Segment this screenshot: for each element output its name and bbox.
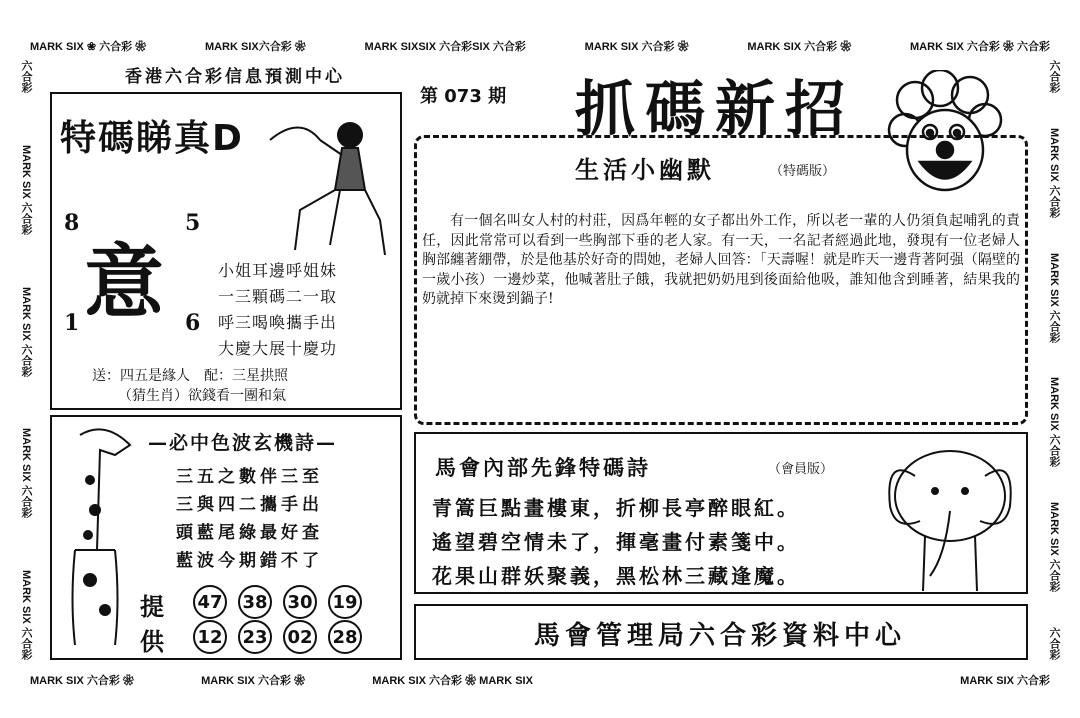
number-ball: 12 [193, 620, 227, 654]
poem-line: 呼三喝喚攜手出 [218, 313, 338, 332]
wave-poem-line: 三與四二攜手出 [176, 495, 323, 515]
right-border-strip [1046, 60, 1062, 660]
border-text: 六合彩 [20, 60, 32, 93]
border-text: MARK SIX 六合彩 [20, 286, 32, 377]
lady-figure-icon [260, 110, 400, 260]
provide-label-top: 提 [140, 593, 164, 621]
giraffe-icon [55, 420, 145, 650]
number-ball: 23 [238, 620, 272, 654]
number-ball: 30 [283, 585, 317, 619]
border-text: MARK SIX 六合彩 ❀ 六合彩 [910, 41, 1050, 53]
border-text: MARK SIX 六合彩 ❀ [584, 41, 689, 53]
corner-number: 6 [185, 310, 201, 336]
border-text: MARK SIX 六合彩 [1048, 252, 1060, 343]
humor-title: 生活小幽默 [575, 156, 715, 184]
border-text: MARK SIX 六合彩 [20, 428, 32, 519]
guess-line: （猜生肖）欲錢看一團和氣 [118, 388, 286, 404]
border-text: MARK SIX 六合彩 ❀ [201, 675, 306, 687]
border-text: MARK SIXSIX 六合彩SIX 六合彩 [364, 41, 526, 53]
border-text: MARK SIX六合彩 ❀ [204, 41, 306, 53]
top-border-strip [30, 38, 1050, 54]
humor-subtitle: （特碼版） [770, 164, 836, 179]
border-text: MARK SIX 六合彩 [1048, 377, 1060, 468]
number-ball: 19 [328, 585, 362, 619]
border-text: MARK SIX 六合彩 [960, 675, 1050, 687]
border-text: 六合彩 [1048, 60, 1060, 93]
border-text: MARK SIX 六合彩 [20, 144, 32, 235]
bottom-border-strip [30, 672, 1050, 688]
corner-number: 1 [64, 310, 80, 336]
issue-number: 第 073 期 [420, 86, 507, 107]
poem-line: 一三顆碼二一取 [218, 287, 338, 306]
horse-subtitle: （會員版） [768, 462, 834, 477]
big-character: 意 [84, 235, 164, 329]
corner-number: 5 [185, 210, 201, 236]
number-ball: 38 [238, 585, 272, 619]
wave-poem-line: 藍波今期錯不了 [176, 551, 323, 571]
border-text: MARK SIX ❀ 六合彩 ❀ [30, 41, 147, 53]
border-text: MARK SIX 六合彩 [20, 570, 32, 660]
poem-line: 大慶大展十慶功 [218, 339, 338, 358]
horse-poem-line: 花果山群妖聚義，黑松林三藏逢魔。 [432, 564, 800, 588]
border-text: MARK SIX 六合彩 ❀ [747, 41, 852, 53]
poem-line: 小姐耳邊呼姐妹 [218, 261, 338, 280]
provide-label-bottom: 供 [140, 628, 164, 656]
wave-title: —必中色波玄機詩— [148, 432, 338, 454]
border-text: MARK SIX 六合彩 [1048, 502, 1060, 593]
wave-poem-line: 頭藍尾綠最好查 [176, 523, 323, 543]
humor-body: 有一個名叫女人村的村莊，因爲年輕的女子都出外工作，所以老一輩的人仍須負起哺乳的責任，因此常常可以看到一些胸部下垂的老人家。有一天，一名記者經過此地，發現有一位老婦人胸部纏著綳帶，於是他基於好奇的問她，老婦人回答：「天壽喔！就是昨天一邊背著阿强（隔壁的一歲小孩）一邊炒菜，他喊著肚子餓，我就把奶奶甩到後面給他吸，誰知他含到睡著，結果我的奶就掉下來燙到鍋子! [422, 213, 1020, 307]
number-ball: 02 [283, 620, 317, 654]
horse-poem-line: 青篙巨點畫樓東，折柳長亭醉眼紅。 [432, 496, 800, 520]
number-ball: 47 [193, 585, 227, 619]
border-text: MARK SIX 六合彩 [1048, 127, 1060, 218]
left-border-strip [18, 60, 34, 660]
gift-line: 送：四五是緣人 配：三星拱照 [92, 368, 288, 384]
tema-title: 特碼睇真D [60, 118, 244, 159]
border-text: MARK SIX 六合彩 ❀ MARK SIX [372, 675, 533, 687]
number-ball: 28 [328, 620, 362, 654]
elephant-icon [875, 436, 1025, 596]
wave-poem-line: 三五之數伴三至 [176, 467, 323, 487]
banner-text: 馬會管理局六合彩資料中心 [533, 621, 906, 651]
horse-title: 馬會內部先鋒特碼詩 [435, 456, 651, 480]
main-title: 抓碼新招 [575, 75, 855, 145]
border-text: MARK SIX 六合彩 ❀ [30, 675, 134, 687]
center-name: 香港六合彩信息預測中心 [125, 67, 345, 87]
border-text: 六合彩 [1048, 626, 1060, 660]
horse-poem-line: 遙望碧空情未了，揮毫畫付素箋中。 [432, 530, 800, 554]
corner-number: 8 [64, 210, 80, 236]
